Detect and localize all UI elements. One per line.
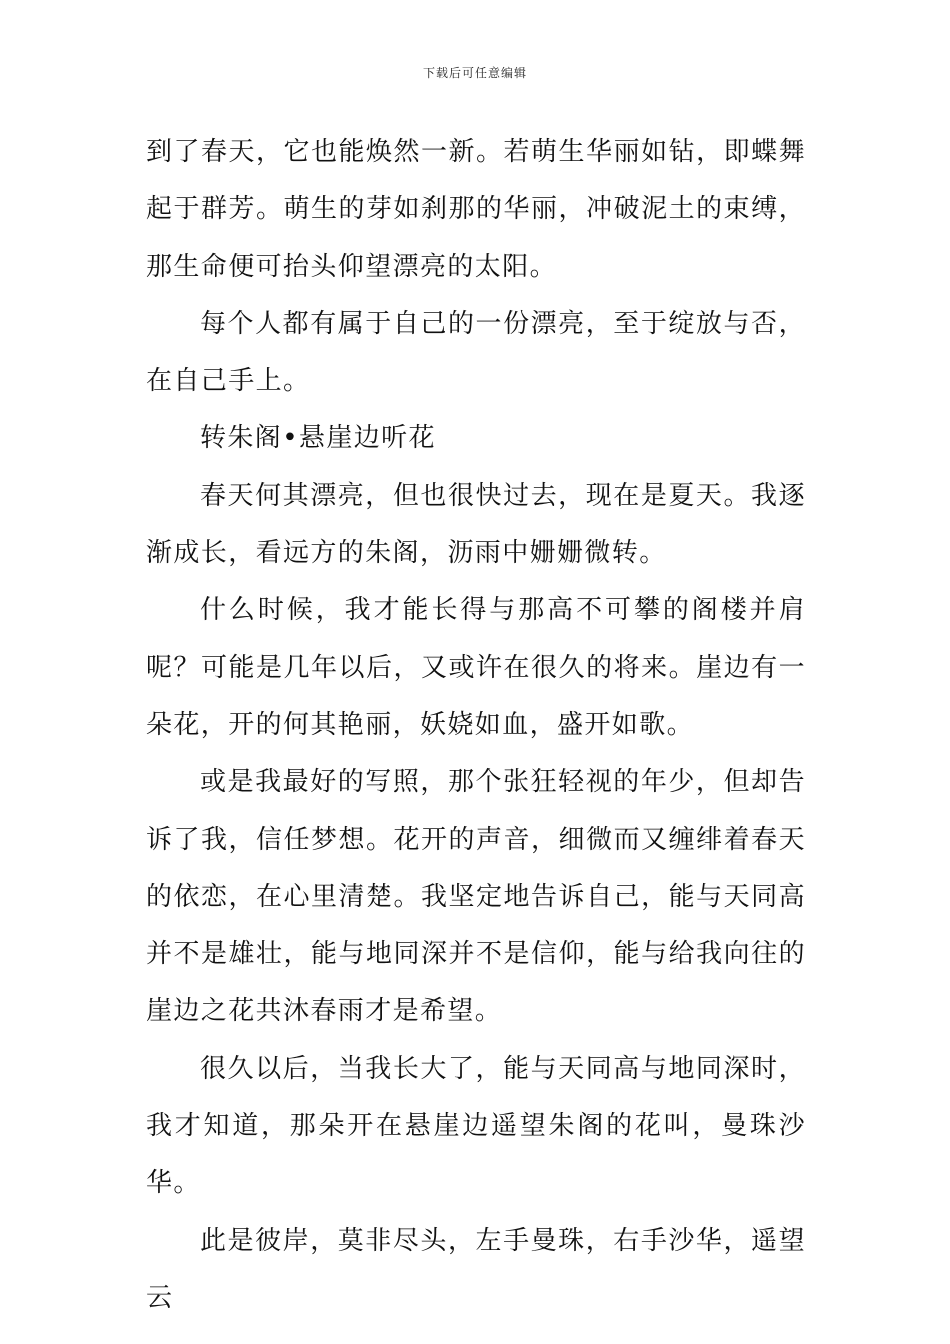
paragraph-7: 此是彼岸，莫非尽头，左手曼珠，右手沙华，遥望云 bbox=[146, 1225, 806, 1313]
paragraph-3: 春天何其漂亮，但也很快过去，现在是夏天。我逐渐成长，看远方的朱阁，沥雨中姗姗微转。 bbox=[146, 480, 806, 569]
section-heading: 转朱阁•悬崖边听花 bbox=[200, 423, 436, 454]
paragraph-2: 每个人都有属于自己的一份漂亮，至于绽放与否，在自己手上。 bbox=[146, 308, 806, 397]
paragraph-6: 很久以后，当我长大了，能与天同高与地同深时，我才知道，那朵开在悬崖边遥望朱阁的花叫，曼珠沙华。 bbox=[146, 1053, 806, 1199]
body-text bbox=[146, 124, 806, 1327]
paragraph-1: 到了春天，它也能焕然一新。若萌生华丽如钻，即蝶舞起于群芳。萌生的芽如刹那的华丽，冲破泥土的束缚，那生命便可抬头仰望漂亮的太阳。 bbox=[146, 137, 806, 282]
paragraph-4: 什么时候，我才能长得与那高不可攀的阁楼并肩呢？可能是几年以后，又或许在很久的将来。崖边有一朵花，开的何其艳丽，妖娆如血，盛开如歌。 bbox=[146, 595, 806, 740]
paragraph-5: 或是我最好的写照，那个张狂轻视的年少，但却告诉了我，信任梦想。花开的声音，细微而又缠绯着春天的依恋，在心里清楚。我坚定地告诉自己，能与天同高并不是雄壮，能与地同深并不是信仰，能与给我向往的崖边之花共沐春雨才是希望。 bbox=[146, 767, 806, 1027]
page-header: 下载后可任意编辑 bbox=[422, 66, 527, 80]
